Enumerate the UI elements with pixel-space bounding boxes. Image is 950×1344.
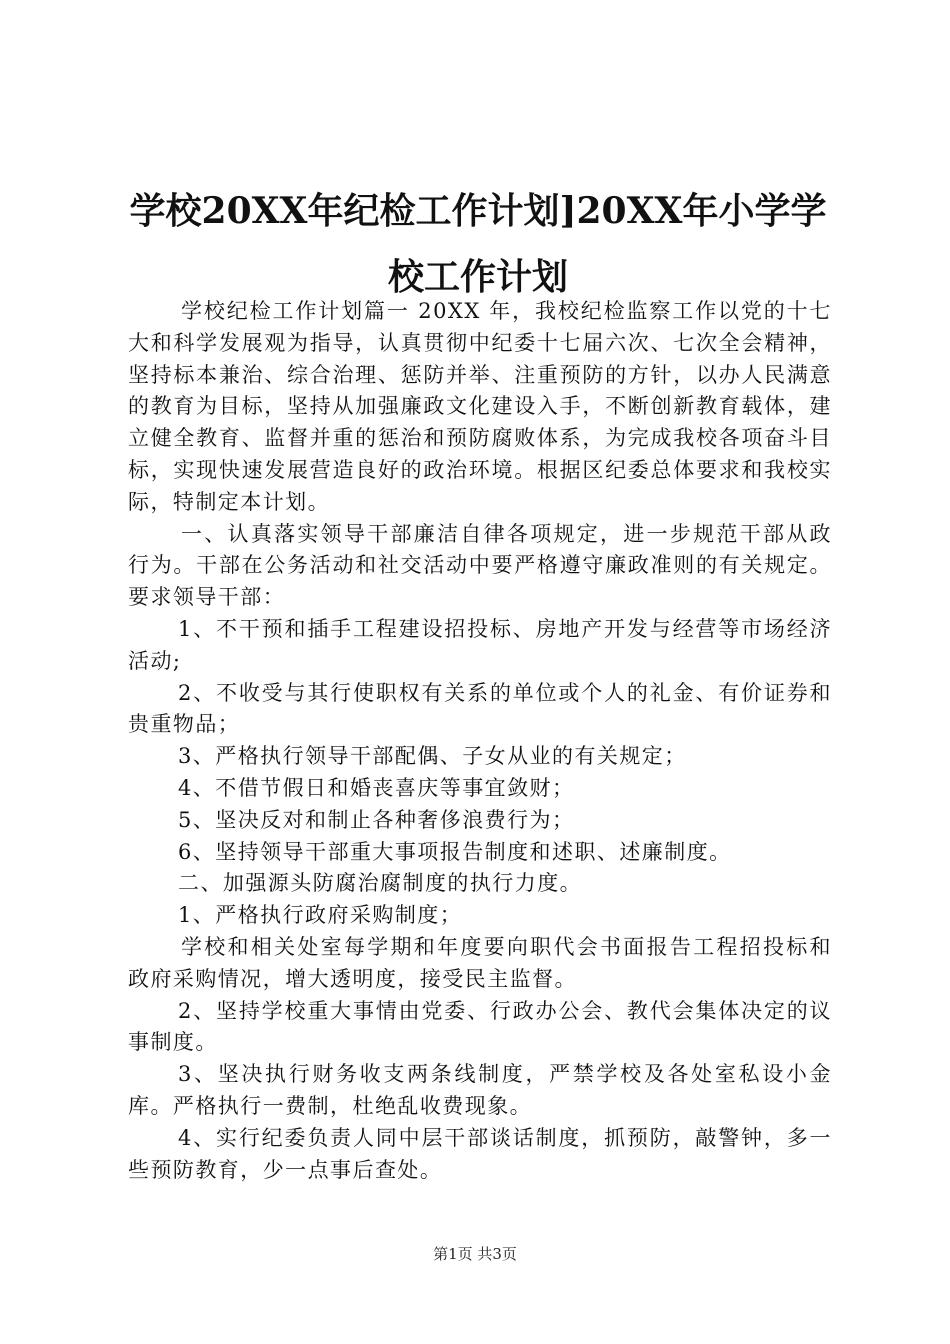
paragraph-item-1: 1、不干预和插手工程建设招投标、房地产开发与经营等市场经济活动; <box>128 616 832 673</box>
paragraph-section-2: 二、加强源头防腐治腐制度的执行力度。 <box>178 871 583 896</box>
paragraph-item-2: 2、不收受与其行使职权有关系的单位或个人的礼金、有价证券和贵重物品； <box>128 680 832 737</box>
paragraph-item-6: 6、坚持领导干部重大事项报告制度和述职、述廉制度。 <box>178 839 732 864</box>
paragraph-item-3: 3、严格执行领导干部配偶、子女从业的有关规定； <box>178 744 687 769</box>
paragraph-intro: 学校纪检工作计划篇一 20XX 年，我校纪检监察工作以党的十七大和科学发展观为指导，认真贯彻中纪委十七届六次、七次全会精神，坚持标本兼治、综合治理、惩防并举、注重预防的方针，以办人民满意的教育为目标，坚持从加强廉政文化建设入手，不断创新教育载体，建立健全教育、监督并重的惩治和预防腐败体系，为完成我校各项奋斗目标，实现快速发展营造良好的政治环境。根据区纪委总体要求和我校实际，特制定本计划。 <box>128 299 832 514</box>
paragraph-section-2-item-4: 4、实行纪委负责人同中层干部谈话制度，抓预防，敲警钟，多一些预防教育，少一点事后查处。 <box>128 1125 832 1182</box>
page-number-footer: 第1页 共3页 <box>433 1245 517 1263</box>
paragraph-section-2-item-3: 3、坚决执行财务收支两条线制度，严禁学校及各处室私设小金库。严格执行一费制，杜绝乱收费现象。 <box>128 1062 832 1118</box>
paragraph-item-5: 5、坚决反对和制止各种奢侈浪费行为； <box>178 807 575 832</box>
paragraph-section-2-detail: 学校和相关处室每学期和年度要向职代会书面报告工程招投标和政府采购情况，增大透明度，接受民主监督。 <box>128 934 832 991</box>
paragraph-section-2-item-1: 1、严格执行政府采购制度； <box>178 903 463 928</box>
paragraph-section-2-item-2: 2、坚持学校重大事情由党委、行政办公会、教代会集体决定的议事制度。 <box>128 998 832 1055</box>
paragraph-section-1: 一、认真落实领导干部廉洁自律各项规定，进一步规范干部从政行为。干部在公务活动和社交活动中要严格遵守廉政准则的有关规定。要求领导干部： <box>128 521 832 610</box>
paragraph-item-4: 4、不借节假日和婚丧喜庆等事宜敛财； <box>178 775 575 800</box>
document-body <box>128 296 832 1186</box>
document-title: 学校20XX年纪检工作计划]20XX年小学学校工作计划 <box>129 190 827 298</box>
